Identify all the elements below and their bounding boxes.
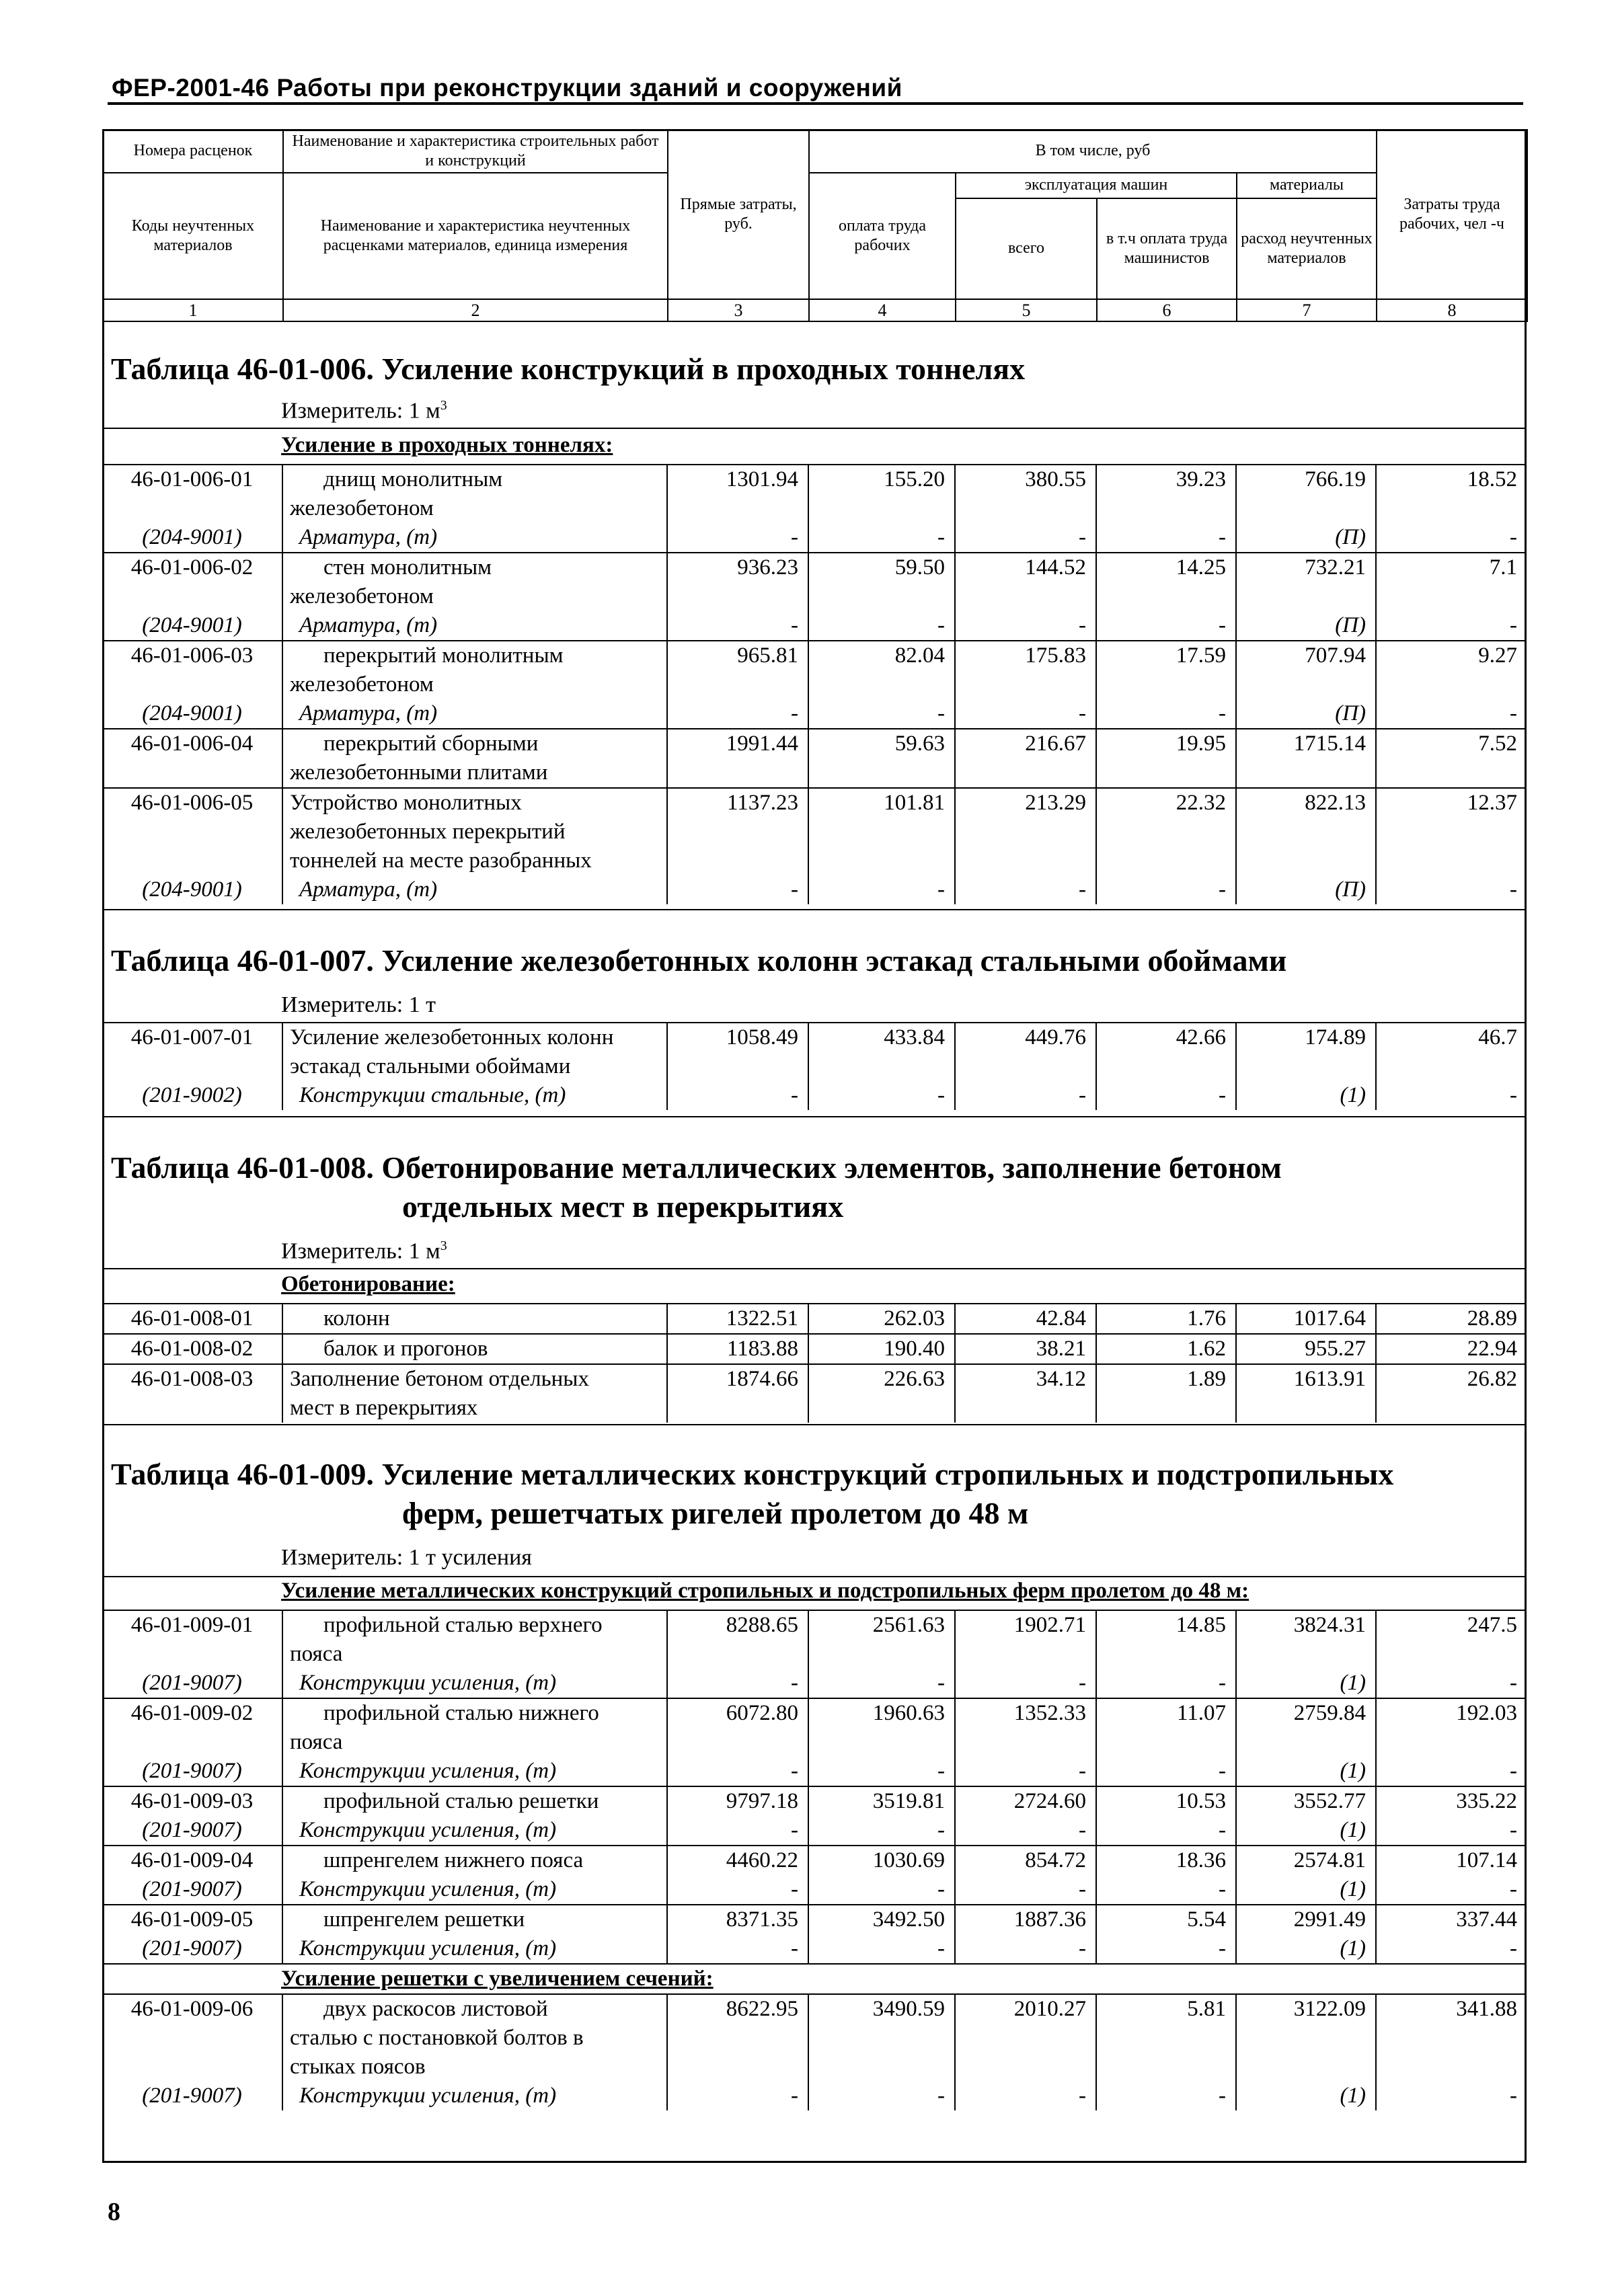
table-row (102, 553, 1527, 611)
material-row (102, 2082, 1527, 2110)
value-cell: - (955, 1934, 1096, 1964)
value-cell: - (667, 523, 808, 553)
table-title: Таблица 46-01-006. Усиление конструкций в проходных тоннелях (111, 352, 1026, 386)
value-cell: 14.25 (1096, 553, 1236, 611)
value-cell: 1030.69 (808, 1846, 955, 1875)
value-cell: 1991.44 (667, 729, 808, 788)
material-row (102, 1669, 1527, 1698)
value-cell: 955.27 (1236, 1334, 1376, 1364)
value-cell: 174.89 (1236, 1023, 1376, 1081)
value-cell: 1960.63 (808, 1698, 955, 1757)
value-cell: - (1376, 1669, 1527, 1698)
material-row (102, 1816, 1527, 1846)
value-cell: 2574.81 (1236, 1846, 1376, 1875)
value-cell: 22.94 (1376, 1334, 1527, 1364)
rate-code: 46-01-009-04 (102, 1846, 282, 1875)
work-name: днищ монолитным железобетоном (282, 465, 667, 523)
value-cell: 39.23 (1096, 465, 1236, 523)
material-name: Конструкции усиления, (т) (282, 1816, 667, 1846)
value-cell: - (955, 1875, 1096, 1905)
material-row (102, 523, 1527, 553)
value-cell: (1) (1236, 1757, 1376, 1786)
value-cell: 5.81 (1096, 1994, 1236, 2082)
value-cell: 262.03 (808, 1304, 955, 1334)
col-num: 1 (103, 299, 283, 321)
header-material-names: Наименование и характеристика неучтенных расценками материалов, единица измерения (283, 173, 668, 299)
material-name: Арматура, (т) (282, 523, 667, 553)
value-cell: - (1096, 699, 1236, 729)
material-code: (204-9001) (142, 525, 242, 549)
value-cell: - (667, 1757, 808, 1786)
group-heading: Обетонирование: (281, 1272, 455, 1296)
value-cell: 14.85 (1096, 1610, 1236, 1669)
rate-code: 46-01-008-03 (102, 1364, 282, 1423)
value-cell: 11.07 (1096, 1698, 1236, 1757)
rate-code: 46-01-006-04 (102, 729, 282, 788)
material-code: (201-9007) (142, 2084, 242, 2108)
header-materials: материалы (1237, 173, 1377, 198)
value-cell: 965.81 (667, 641, 808, 699)
material-code: (201-9007) (142, 1818, 242, 1842)
material-row (102, 1875, 1527, 1905)
value-cell: 10.53 (1096, 1786, 1236, 1816)
work-name: Усиление железобетонных колонн эстакад стальными обоймами (282, 1023, 667, 1081)
work-name: профильной сталью решетки (282, 1786, 667, 1816)
measure-unit: Измеритель: 1 т (281, 992, 436, 1017)
value-cell: - (1096, 1934, 1236, 1964)
table-title: Таблица 46-01-007. Усиление железобетонных колонн эстакад стальными обоймами (111, 943, 1287, 978)
value-cell: - (667, 1934, 808, 1964)
rate-code: 46-01-006-02 (102, 553, 282, 611)
col-num: 4 (809, 299, 956, 321)
value-cell: - (1096, 1875, 1236, 1905)
value-cell: (П) (1236, 523, 1376, 553)
value-cell: 2991.49 (1236, 1905, 1376, 1934)
value-cell: - (1376, 1757, 1527, 1786)
value-cell: 28.89 (1376, 1304, 1527, 1334)
material-row (102, 611, 1527, 641)
divider (102, 1116, 1527, 1117)
value-cell: 1874.66 (667, 1364, 808, 1423)
material-code: (201-9002) (142, 1083, 242, 1107)
material-name: Конструкции усиления, (т) (282, 1934, 667, 1964)
value-cell: 5.54 (1096, 1905, 1236, 1934)
rate-code: 46-01-006-01 (102, 465, 282, 523)
header-machines: эксплуатация машин (956, 173, 1237, 198)
value-cell: 155.20 (808, 465, 955, 523)
value-cell: 9.27 (1376, 641, 1527, 699)
value-cell: - (667, 1669, 808, 1698)
material-name: Конструкции усиления, (т) (282, 1669, 667, 1698)
table-title: Таблица 46-01-009. Усиление металлических конструкций стропильных и подстропильных ферм, решетчатых ригелей пролетом до 48 м (111, 1457, 1394, 1530)
material-code: (201-9007) (142, 1936, 242, 1961)
material-row (102, 875, 1527, 904)
col-num: 2 (283, 299, 668, 321)
value-cell: - (667, 1875, 808, 1905)
value-cell: (П) (1236, 699, 1376, 729)
value-cell: 175.83 (955, 641, 1096, 699)
table-row (102, 1994, 1527, 2082)
value-cell: 1.89 (1096, 1364, 1236, 1423)
material-name: Конструкции стальные, (т) (282, 1081, 667, 1110)
table-row (102, 1698, 1527, 1757)
rate-code: 46-01-009-03 (102, 1786, 282, 1816)
value-cell: - (1096, 2082, 1236, 2110)
material-name: Арматура, (т) (282, 875, 667, 904)
work-name: двух раскосов листовой сталью с постановкой болтов в стыках поясов (282, 1994, 667, 2082)
value-cell: (П) (1236, 875, 1376, 904)
value-cell: 2759.84 (1236, 1698, 1376, 1757)
value-cell: 822.13 (1236, 788, 1376, 875)
value-cell: 1017.64 (1236, 1304, 1376, 1334)
value-cell: - (808, 1934, 955, 1964)
work-name: стен монолитным железобетоном (282, 553, 667, 611)
table-body (102, 1303, 1527, 1423)
rate-code: 46-01-008-01 (102, 1304, 282, 1334)
table-body (102, 1610, 1527, 2110)
value-cell: - (1376, 1816, 1527, 1846)
table-body (102, 464, 1527, 904)
group-heading: Усиление решетки с увеличением сечений: (102, 1964, 1527, 1994)
value-cell: - (1096, 875, 1236, 904)
col-num: 6 (1097, 299, 1237, 321)
value-cell: 1715.14 (1236, 729, 1376, 788)
value-cell: 38.21 (955, 1334, 1096, 1364)
value-cell: 854.72 (955, 1846, 1096, 1875)
table-row (102, 1786, 1527, 1816)
value-cell: 337.44 (1376, 1905, 1527, 1934)
value-cell: - (1376, 1934, 1527, 1964)
value-cell: - (1096, 611, 1236, 641)
work-name: перекрытий монолитным железобетоном (282, 641, 667, 699)
table-row (102, 465, 1527, 523)
table-row (102, 729, 1527, 788)
value-cell: 42.66 (1096, 1023, 1236, 1081)
value-cell: - (808, 875, 955, 904)
rate-code: 46-01-006-05 (102, 788, 282, 875)
table-title: Таблица 46-01-008. Обетонирование металлических элементов, заполнение бетоном отдельных мест в перекрытиях (111, 1150, 1282, 1224)
value-cell: - (808, 1669, 955, 1698)
value-cell: - (808, 1816, 955, 1846)
value-cell: 192.03 (1376, 1698, 1527, 1757)
title-underline (108, 102, 1523, 105)
value-cell: (1) (1236, 1081, 1376, 1110)
value-cell: 8622.95 (667, 1994, 808, 2082)
work-name: профильной сталью верхнего пояса (282, 1610, 667, 1669)
value-cell: 42.84 (955, 1304, 1096, 1334)
value-cell: - (1096, 523, 1236, 553)
measure-unit: Измеритель: 1 $м^3$ (281, 1238, 447, 1264)
value-cell: (1) (1236, 1816, 1376, 1846)
material-code: (201-9007) (142, 1671, 242, 1695)
divider (102, 1576, 1527, 1577)
table-row (102, 1364, 1527, 1423)
work-name: балок и прогонов (282, 1334, 667, 1364)
value-cell: 341.88 (1376, 1994, 1527, 2082)
value-cell: (П) (1236, 611, 1376, 641)
value-cell: 18.36 (1096, 1846, 1236, 1875)
work-name: профильной сталью нижнего пояса (282, 1698, 667, 1757)
material-row (102, 1934, 1527, 1964)
col-num: 5 (956, 299, 1097, 321)
value-cell: 335.22 (1376, 1786, 1527, 1816)
page-title: ФЕР-2001-46 Работы при реконструкции зданий и сооружений (112, 74, 902, 102)
work-name: перекрытий сборными железобетонными плитами (282, 729, 667, 788)
header-materials-usage: расход неучтенных материалов (1237, 198, 1377, 299)
rate-code: 46-01-007-01 (102, 1023, 282, 1081)
material-code: (204-9001) (142, 877, 242, 902)
value-cell: 3824.31 (1236, 1610, 1376, 1669)
divider (102, 1268, 1527, 1269)
value-cell: 3519.81 (808, 1786, 955, 1816)
value-cell: 3122.09 (1236, 1994, 1376, 2082)
value-cell: - (808, 699, 955, 729)
value-cell: - (1096, 1757, 1236, 1786)
rate-code: 46-01-009-06 (102, 1994, 282, 2082)
work-name: шпренгелем нижнего пояса (282, 1846, 667, 1875)
group-heading: Усиление в проходных тоннелях: (281, 433, 613, 457)
value-cell: 1.62 (1096, 1334, 1236, 1364)
value-cell: - (1376, 2082, 1527, 2110)
value-cell: - (808, 2082, 955, 2110)
group-heading: Усиление металлических конструкций стропильных и подстропильных ферм пролетом до 48 м: (281, 1579, 1249, 1603)
table-row (102, 1334, 1527, 1364)
value-cell: - (955, 1757, 1096, 1786)
value-cell: - (667, 875, 808, 904)
table-row (102, 1905, 1527, 1934)
value-cell: 2010.27 (955, 1994, 1096, 2082)
value-cell: - (955, 699, 1096, 729)
value-cell: - (955, 523, 1096, 553)
header-worker-pay: оплата труда рабочих (809, 173, 956, 299)
value-cell: - (667, 2082, 808, 2110)
value-cell: 190.40 (808, 1334, 955, 1364)
value-cell: 766.19 (1236, 465, 1376, 523)
column-header (102, 129, 1528, 322)
value-cell: 18.52 (1376, 465, 1527, 523)
material-row (102, 699, 1527, 729)
value-cell: 19.95 (1096, 729, 1236, 788)
value-cell: - (1376, 875, 1527, 904)
value-cell: 380.55 (955, 465, 1096, 523)
value-cell: 433.84 (808, 1023, 955, 1081)
value-cell: - (808, 611, 955, 641)
value-cell: 1183.88 (667, 1334, 808, 1364)
material-code: (204-9001) (142, 613, 242, 637)
value-cell: - (667, 1816, 808, 1846)
table-row (102, 1846, 1527, 1875)
value-cell: 17.59 (1096, 641, 1236, 699)
material-name: Арматура, (т) (282, 611, 667, 641)
value-cell: 59.50 (808, 553, 955, 611)
value-cell: 7.52 (1376, 729, 1527, 788)
rate-code: 46-01-009-01 (102, 1610, 282, 1669)
value-cell: 1058.49 (667, 1023, 808, 1081)
value-cell: - (1096, 1669, 1236, 1698)
work-name: Устройство монолитных железобетонных перекрытий тоннелей на месте разобранных (282, 788, 667, 875)
measure-unit: Измеритель: 1 $м^3$ (281, 398, 447, 424)
value-cell: 936.23 (667, 553, 808, 611)
value-cell: 7.1 (1376, 553, 1527, 611)
value-cell: 4460.22 (667, 1846, 808, 1875)
value-cell: - (1096, 1081, 1236, 1110)
header-machines-total: всего (956, 198, 1097, 299)
value-cell: - (955, 611, 1096, 641)
value-cell: 1137.23 (667, 788, 808, 875)
value-cell: 2561.63 (808, 1610, 955, 1669)
value-cell: - (955, 1081, 1096, 1110)
table-row (102, 788, 1527, 875)
value-cell: - (667, 1081, 808, 1110)
divider (102, 1424, 1527, 1425)
value-cell: - (1376, 523, 1527, 553)
value-cell: 8288.65 (667, 1610, 808, 1669)
col-num: 8 (1377, 299, 1527, 321)
value-cell: 8371.35 (667, 1905, 808, 1934)
value-cell: (1) (1236, 2082, 1376, 2110)
column-numbers-row (103, 299, 1527, 321)
value-cell: 22.32 (1096, 788, 1236, 875)
value-cell: 6072.80 (667, 1698, 808, 1757)
value-cell: (1) (1236, 1875, 1376, 1905)
value-cell: 1301.94 (667, 465, 808, 523)
value-cell: 213.29 (955, 788, 1096, 875)
material-name: Конструкции усиления, (т) (282, 1875, 667, 1905)
header-direct-costs: Прямые затраты, руб. (668, 130, 809, 299)
material-name: Арматура, (т) (282, 699, 667, 729)
header-machinist-pay: в т.ч оплата труда машинистов (1097, 198, 1237, 299)
material-row (102, 1081, 1527, 1110)
value-cell: - (667, 611, 808, 641)
value-cell: - (955, 2082, 1096, 2110)
value-cell: 247.5 (1376, 1610, 1527, 1669)
rate-code: 46-01-009-05 (102, 1905, 282, 1934)
material-row (102, 1757, 1527, 1786)
value-cell: 144.52 (955, 553, 1096, 611)
header-codes: Номера расценок (103, 130, 283, 173)
material-code: (201-9007) (142, 1877, 242, 1901)
value-cell: 26.82 (1376, 1364, 1527, 1423)
work-name: Заполнение бетоном отдельных мест в перекрытиях (282, 1364, 667, 1423)
rate-code: 46-01-006-03 (102, 641, 282, 699)
col-num: 3 (668, 299, 809, 321)
material-name: Конструкции усиления, (т) (282, 1757, 667, 1786)
material-code: (204-9001) (142, 701, 242, 725)
value-cell: 107.14 (1376, 1846, 1527, 1875)
value-cell: - (1376, 1081, 1527, 1110)
header-name: Наименование и характеристика строительных работ и конструкций (283, 130, 668, 173)
value-cell: 46.7 (1376, 1023, 1527, 1081)
value-cell: 3490.59 (808, 1994, 955, 2082)
value-cell: - (1096, 1816, 1236, 1846)
value-cell: 1352.33 (955, 1698, 1096, 1757)
value-cell: - (955, 1816, 1096, 1846)
value-cell: - (1376, 699, 1527, 729)
value-cell: - (955, 875, 1096, 904)
table-row (102, 1023, 1527, 1081)
value-cell: - (808, 523, 955, 553)
work-name: шпренгелем решетки (282, 1905, 667, 1934)
rate-code: 46-01-009-02 (102, 1698, 282, 1757)
header-material-codes: Коды неучтенных материалов (103, 173, 283, 299)
divider (102, 909, 1527, 910)
table-row (102, 1610, 1527, 1669)
value-cell: - (808, 1875, 955, 1905)
table-body (102, 1022, 1527, 1110)
value-cell: 1613.91 (1236, 1364, 1376, 1423)
value-cell: 449.76 (955, 1023, 1096, 1081)
value-cell: - (808, 1757, 955, 1786)
value-cell: 9797.18 (667, 1786, 808, 1816)
value-cell: 34.12 (955, 1364, 1096, 1423)
work-name: колонн (282, 1304, 667, 1334)
value-cell: 226.63 (808, 1364, 955, 1423)
page-number: 8 (108, 2198, 120, 2226)
material-code: (201-9007) (142, 1759, 242, 1783)
value-cell: 101.81 (808, 788, 955, 875)
value-cell: 1902.71 (955, 1610, 1096, 1669)
value-cell: 3552.77 (1236, 1786, 1376, 1816)
value-cell: (1) (1236, 1934, 1376, 1964)
value-cell: - (1376, 611, 1527, 641)
value-cell: 59.63 (808, 729, 955, 788)
table-row (102, 1304, 1527, 1334)
value-cell: - (808, 1081, 955, 1110)
col-num: 7 (1237, 299, 1377, 321)
header-including: В том числе, руб (809, 130, 1377, 173)
material-name: Конструкции усиления, (т) (282, 2082, 667, 2110)
table-row (102, 641, 1527, 699)
divider (102, 428, 1527, 429)
value-cell: 732.21 (1236, 553, 1376, 611)
value-cell: 1.76 (1096, 1304, 1236, 1334)
value-cell: - (667, 699, 808, 729)
value-cell: 82.04 (808, 641, 955, 699)
rate-code: 46-01-008-02 (102, 1334, 282, 1364)
value-cell: - (955, 1669, 1096, 1698)
value-cell: 1322.51 (667, 1304, 808, 1334)
value-cell: 1887.36 (955, 1905, 1096, 1934)
value-cell: 3492.50 (808, 1905, 955, 1934)
value-cell: 12.37 (1376, 788, 1527, 875)
value-cell: 216.67 (955, 729, 1096, 788)
value-cell: 707.94 (1236, 641, 1376, 699)
value-cell: 2724.60 (955, 1786, 1096, 1816)
value-cell: - (1376, 1875, 1527, 1905)
value-cell: (1) (1236, 1669, 1376, 1698)
measure-unit: Измеритель: 1 т усиления (281, 1545, 532, 1570)
header-labor: Затраты труда рабочих, чел -ч (1377, 130, 1527, 299)
